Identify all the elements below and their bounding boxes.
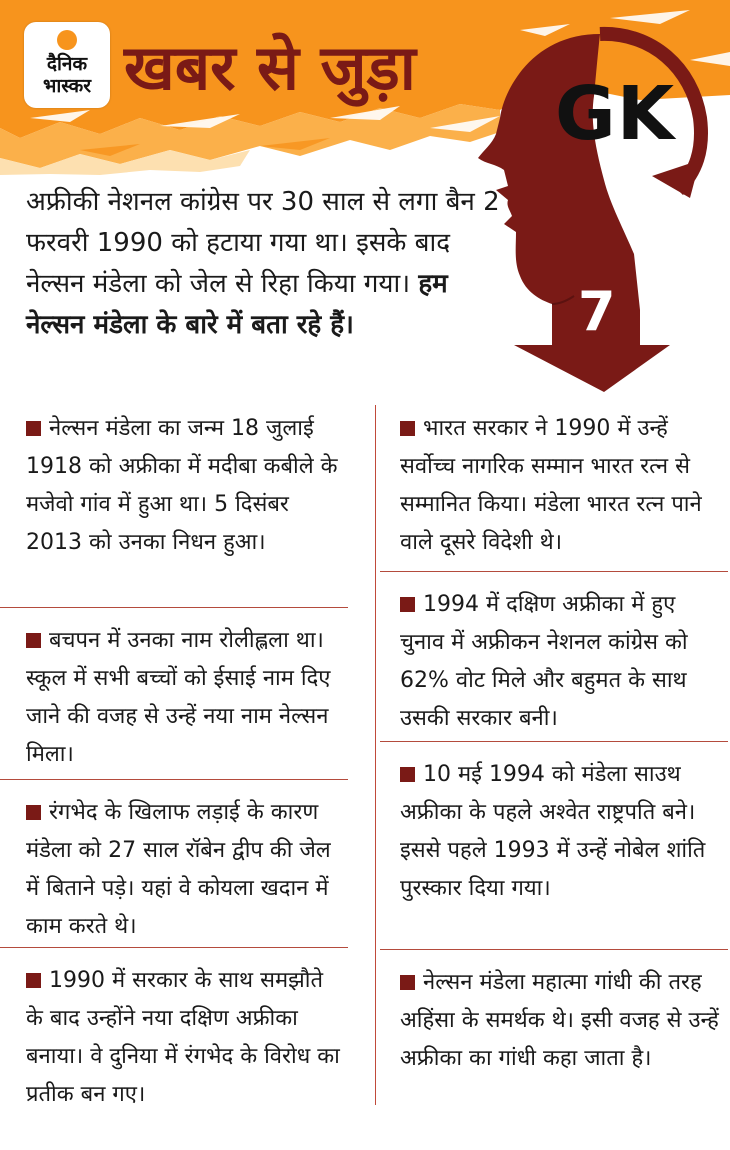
curved-arrow-head-icon	[652, 160, 700, 198]
intro-text: अफ्रीकी नेशनल कांग्रेस पर 30 साल से लगा बैन 2 फरवरी 1990 को हटाया गया था। इसके बाद नेल्सन मंडेला को जेल से रिहा किया गया।	[26, 187, 500, 299]
bullet-square-icon	[400, 421, 415, 436]
bullet-square-icon	[26, 633, 41, 648]
fact-item	[380, 742, 728, 950]
fact-text: 1994 में दक्षिण अफ्रीका में हुए चुनाव में अफ्रीकन नेशनल कांग्रेस को 62% वोट मिले और बहुमत के साथ उसकी सरकार बनी।	[400, 592, 688, 731]
bullet-square-icon	[26, 973, 41, 988]
fact-item	[0, 396, 348, 608]
fact-text: 1990 में सरकार के साथ समझौते के बाद उन्होंने नया दक्षिण अफ्रीका बनाया। वे दुनिया में रंगभेद के विरोध का प्रतीक बन गए।	[26, 968, 340, 1107]
logo-text-line1: दैनिक	[46, 53, 88, 75]
fact-text: रंगभेद के खिलाफ लड़ाई के कारण मंडेला को 27 साल रॉबेन द्वीप की जेल में बिताने पड़े। यहां वे कोयला खदान में काम करते थे।	[26, 800, 331, 939]
fact-text: नेल्सन मंडेला महात्मा गांधी की तरह अहिंसा के समर्थक थे। इसी वजह से उन्हें अफ्रीका का गांधी कहा जाता है।	[400, 970, 719, 1071]
bullet-square-icon	[400, 767, 415, 782]
column-divider	[375, 405, 376, 1105]
fact-item	[0, 948, 348, 1118]
facts-right-column	[380, 396, 728, 1120]
gk-badge: GK	[555, 71, 676, 157]
fact-item	[0, 608, 348, 780]
series-number: 7	[578, 280, 616, 343]
intro-bold-text: हम नेल्सन मंडेला के बारे में बता रहे हैं।	[26, 269, 448, 340]
bullet-square-icon	[26, 421, 41, 436]
bullet-square-icon	[400, 597, 415, 612]
fact-item	[380, 396, 728, 572]
banner-title: खबर से जुड़ा	[124, 31, 416, 104]
fact-text: बचपन में उनका नाम रोलीह्लला था। स्कूल में सभी बच्चों को ईसाई नाम दिए जाने की वजह से उन्हें नया नाम नेल्सन मिला।	[26, 628, 331, 767]
fact-text: भारत सरकार ने 1990 में उन्हें सर्वोच्च नागरिक सम्मान भारत रत्न से सम्मानित किया। मंडेला भारत रत्न पाने वाले दूसरे विदेशी थे।	[400, 416, 702, 555]
bullet-square-icon	[26, 805, 41, 820]
intro-paragraph	[26, 182, 506, 346]
bullet-square-icon	[400, 975, 415, 990]
fact-item	[380, 572, 728, 742]
facts-left-column	[0, 396, 348, 1118]
fact-text: नेल्सन मंडेला का जन्म 18 जुलाई 1918 को अफ्रीका में मदीबा कबीले के मजेवो गांव में हुआ था। 5 दिसंबर 2013 को उनका निधन हुआ।	[26, 416, 338, 555]
fact-text: 10 मई 1994 को मंडेला साउथ अफ्रीका के पहले अश्वेत राष्ट्रपति बने। इससे पहले 1993 में उन्हें नोबेल शांति पुरस्कार दिया गया।	[400, 762, 706, 901]
fact-item	[380, 950, 728, 1120]
fact-item	[0, 780, 348, 948]
logo-text-line2: भास्कर	[42, 75, 92, 97]
